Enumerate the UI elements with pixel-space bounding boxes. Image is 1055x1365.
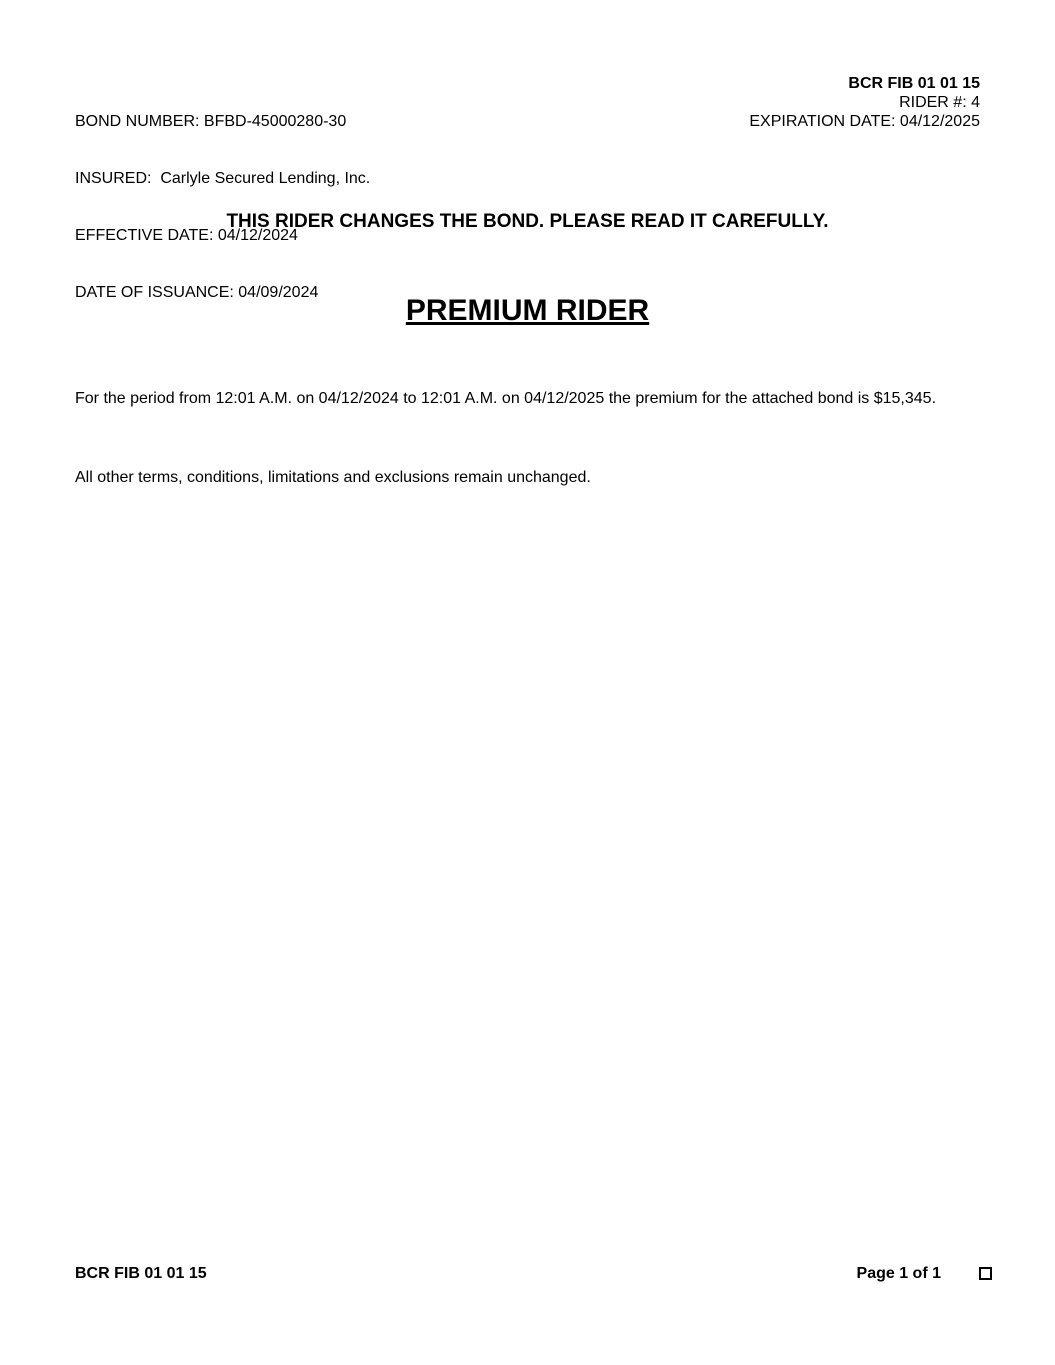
date-of-issuance: DATE OF ISSUANCE: 04/09/2024 <box>75 284 319 301</box>
page-title: PREMIUM RIDER <box>405 294 650 327</box>
rider-info-block <box>749 74 980 131</box>
checkbox-outline-icon <box>979 1267 992 1280</box>
footer-form-code: BCR FIB 01 01 15 <box>75 1265 207 1282</box>
insured-name: INSURED: Carlyle Secured Lending, Inc. <box>75 170 371 187</box>
premium-paragraph: For the period from 12:01 A.M. on 04/12/2024 to 12:01 A.M. on 04/12/2025 the premium for the attached bond is $15,345. <box>75 390 937 407</box>
page-number: Page 1 of 1 <box>856 1265 941 1282</box>
rider-number: RIDER #: 4 <box>899 94 980 111</box>
effective-date: EFFECTIVE DATE: 04/12/2024 <box>75 227 298 244</box>
expiration-date: EXPIRATION DATE: 04/12/2025 <box>749 113 980 130</box>
form-code: BCR FIB 01 01 15 <box>848 75 980 92</box>
terms-paragraph: All other terms, conditions, limitations and exclusions remain unchanged. <box>75 469 591 486</box>
rider-notice: THIS RIDER CHANGES THE BOND. PLEASE READ IT CAREFULLY. <box>226 211 829 232</box>
bond-number: BOND NUMBER: BFBD-45000280-30 <box>75 113 347 130</box>
